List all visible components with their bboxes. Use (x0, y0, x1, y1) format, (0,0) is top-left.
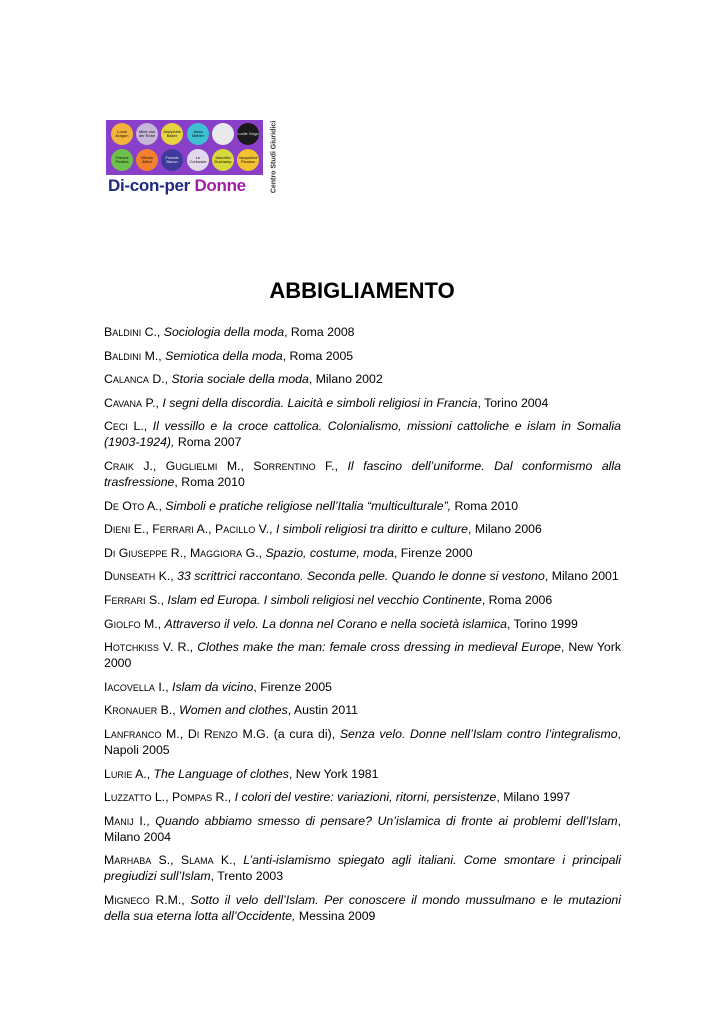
entry-title: Semiotica della moda (165, 348, 283, 363)
logo-bubble: Jacqueline Picasso (237, 149, 259, 171)
bibliography-entry (104, 371, 621, 387)
bibliography-entry (104, 852, 621, 884)
logo-side-label (268, 120, 280, 194)
entry-title: The Language of clothes (153, 766, 289, 781)
entry-author: Maggiora (189, 545, 243, 560)
bibliography-entry (104, 348, 621, 364)
bibliography-entry (104, 892, 621, 924)
entry-text: R., (167, 545, 190, 560)
bibliography-entry (104, 679, 621, 695)
entry-text: , Firenze 2000 (393, 545, 473, 560)
logo-bubble-panel (106, 120, 263, 175)
logo-bubble: Alma Mahler (187, 123, 209, 145)
entry-title: Quando abbiamo smesso di pensare? Un’islamica di fronte ai problemi dell’Islam (155, 813, 618, 828)
entry-text: B., (157, 703, 180, 718)
entry-author: Calanca (104, 372, 149, 387)
entry-text: D., (148, 372, 172, 387)
entry-title: Islam ed Europa. I simboli religiosi nel vecchio Continente (167, 592, 482, 607)
entry-text: , Roma 2005 (282, 348, 354, 363)
logo (106, 120, 282, 196)
entry-title: I colori del vestire: variazioni, ritorni, persistenze (234, 790, 497, 805)
bibliography-entry (104, 592, 621, 608)
logo-side-text: Centro Studi Giuridici (270, 120, 278, 194)
entry-author: Sorrentino (253, 458, 316, 473)
entry-title: Clothes make the man: female cross dressing in medieval Europe (197, 640, 561, 655)
entry-title: I segni della discordia. Laicità e simboli religiosi in Francia (162, 395, 478, 410)
entry-author: Pacillo (215, 522, 256, 537)
entry-text: Messina 2009 (295, 908, 376, 923)
bibliography-entry (104, 458, 621, 490)
logo-bubble: Josephine Baker (161, 123, 183, 145)
entry-author: Di Renzo (187, 726, 238, 741)
bibliography-entry (104, 639, 621, 671)
entry-text: A., (144, 498, 166, 513)
entry-author: Guglielmi (165, 458, 218, 473)
entry-author: Baldini (104, 325, 142, 339)
entry-title: 33 scrittrici raccontano. Seconda pelle. Quando le donne si vestono (177, 569, 545, 584)
logo-bubble: Francis Bacon (161, 149, 183, 171)
entry-text: E., (130, 522, 153, 537)
entry-author: Hotchkiss (104, 640, 159, 655)
entry-text: , Austin 2011 (287, 703, 358, 718)
entry-author: Luzzatto (104, 790, 152, 805)
entry-title: Il vessillo e la croce cattolica. Colonialismo, missioni cattoliche e islam in Somalia (1903-1924), (104, 419, 621, 450)
entry-author: Lurie (104, 766, 133, 781)
entry-text: K., (155, 569, 178, 584)
entry-text: M., (140, 616, 165, 631)
logo-bubble: Marcello Duchamp (212, 149, 234, 171)
logo-wordmark-part1: Di-con-per (108, 176, 195, 195)
entry-text: , Roma 2008 (284, 325, 355, 339)
bibliography-entry (104, 766, 621, 782)
entry-text: M., (141, 348, 166, 363)
entry-text: R., (212, 790, 235, 805)
bibliography-entry (104, 521, 621, 537)
entry-author: De Oto (104, 498, 145, 513)
entry-title: Sotto il velo dell’Islam. Per conoscere il mondo mussulmano e le mutazioni della sua eterna lotta all’Occidente, (104, 892, 621, 923)
entry-title: Spazio, costume, moda (265, 545, 394, 560)
bibliography-entry (104, 726, 621, 758)
entry-title: I simboli religiosi tra diritto e culture (275, 522, 469, 537)
entry-text: M., (217, 458, 254, 473)
entry-text: I., (133, 813, 156, 828)
entry-author: Ceci (104, 419, 128, 434)
entry-text: L., (127, 419, 153, 434)
entry-text: M.G. (a cura di), (237, 726, 340, 741)
bibliography-entry (104, 568, 621, 584)
entry-text: Roma 2010 (451, 498, 519, 513)
bibliography-list (104, 324, 621, 931)
entry-author: Ferrari (104, 592, 146, 607)
bibliography-entry (104, 789, 621, 805)
entry-author: Baldini (104, 348, 142, 363)
entry-text: , Milano 1997 (496, 790, 571, 805)
bibliography-entry (104, 418, 621, 450)
entry-title: Il fascino dell’uniforme. Dal conformismo alla trasfressione (104, 458, 621, 489)
entry-title: Senza velo. Donne nell’Islam contro l’integralismo (339, 726, 618, 741)
entry-text: M., (161, 726, 188, 741)
logo-wordmark-donne: Donne (194, 176, 246, 195)
entry-title: Sociologia della moda (163, 325, 285, 339)
entry-text: A., (193, 522, 215, 537)
entry-author: Slama (180, 853, 214, 868)
entry-text: V. R., (158, 640, 198, 655)
entry-author: Ferrari (152, 522, 194, 537)
entry-author: Cavana (104, 395, 143, 410)
entry-author: Di Giuseppe (104, 545, 168, 560)
bibliography-entry (104, 813, 621, 845)
entry-title: L’anti-islamismo spiegato agli italiani. Come smontare i principali pregiudizi sull’Islam (104, 853, 621, 884)
bibliography-entry (104, 702, 621, 718)
entry-text: , New York 2000 (104, 640, 621, 671)
bibliography-entry (104, 324, 621, 340)
entry-title: Attraverso il velo. La donna nel Corano e nella società islamica (164, 616, 507, 631)
logo-bubble (212, 123, 234, 145)
entry-author: Migneco (104, 892, 150, 907)
entry-text: , Milano 2001 (544, 569, 619, 584)
entry-title: Storia sociale della moda (171, 372, 309, 387)
entry-text: A., (132, 766, 154, 781)
entry-text: C., (141, 325, 164, 339)
page-title: ABBIGLIAMENTO (269, 277, 455, 303)
entry-text: S., (145, 592, 168, 607)
entry-author: Lanfranco (104, 726, 162, 741)
entry-author: Kronauer (104, 703, 158, 718)
bibliography-entry (104, 498, 621, 514)
entry-author: Manij (104, 813, 134, 828)
entry-author: Pompas (172, 790, 213, 805)
entry-text: , Firenze 2005 (253, 679, 332, 694)
entry-text: L., (151, 790, 173, 805)
logo-bubble: Louis Aragon (111, 123, 133, 145)
entry-text: , Napoli 2005 (104, 726, 621, 757)
entry-author: Iacovella (104, 679, 155, 694)
entry-text: Roma 2007 (174, 435, 242, 450)
entry-text: K., (213, 853, 244, 868)
logo-bubble: Vittorio Alfieri (136, 149, 158, 171)
entry-author: Giolfo (104, 616, 141, 631)
entry-text: , Torino 2004 (477, 395, 549, 410)
entry-text: , Milano 2002 (308, 372, 383, 387)
entry-text: , Milano 2004 (104, 813, 621, 844)
entry-text: P., (142, 395, 163, 410)
entry-text: R.M., (149, 892, 191, 907)
logo-bubble: Mies van der Rohe (136, 123, 158, 145)
bibliography-entry (104, 616, 621, 632)
entry-text: , Milano 2006 (468, 522, 542, 537)
entry-text: , Roma 2006 (481, 592, 553, 607)
entry-text: S., (151, 853, 181, 868)
entry-author: Dieni (104, 522, 131, 537)
bibliography-entry (104, 395, 621, 411)
logo-bubble: Le Corbusier (187, 149, 209, 171)
entry-text: J., (133, 458, 166, 473)
entry-author: Marhaba (104, 853, 152, 868)
entry-text: F., (315, 458, 348, 473)
entry-text: I., (154, 679, 173, 694)
entry-title: Simboli e pratiche religiose nell’Italia “multiculturale”, (165, 498, 452, 513)
logo-bubble: Lucile Gogo (237, 123, 259, 145)
entry-author: Craik (104, 458, 134, 473)
entry-text: V., (255, 522, 276, 537)
entry-text: , Trento 2003 (210, 869, 284, 884)
entry-text: , New York 1981 (288, 766, 379, 781)
logo-bubble: Francis Picabia (111, 149, 133, 171)
entry-text: , Roma 2010 (174, 474, 245, 489)
entry-text: , Torino 1999 (506, 616, 578, 631)
entry-title: Women and clothes (179, 703, 288, 718)
bibliography-entry (104, 545, 621, 561)
logo-wordmark (108, 176, 246, 196)
entry-author: Dunseath (104, 569, 156, 584)
entry-title: Islam da vicino (172, 679, 254, 694)
entry-text: G., (242, 545, 266, 560)
